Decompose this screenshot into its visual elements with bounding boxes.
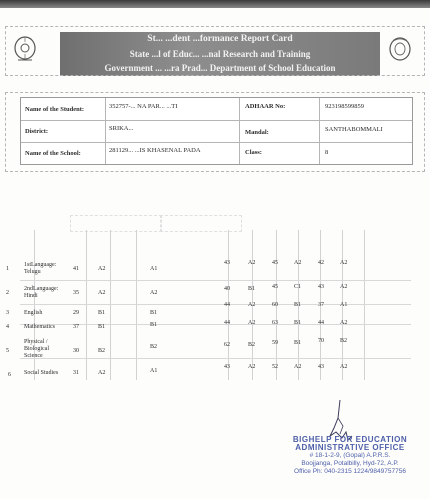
grade-cell: A2 xyxy=(98,290,106,296)
marks-cell: 42 xyxy=(318,260,324,266)
row-number: 6 xyxy=(8,372,11,378)
scan-edge xyxy=(0,0,430,8)
grade-cell: B1 xyxy=(98,324,106,330)
marks-cell: 40 xyxy=(224,286,230,292)
table-row xyxy=(0,366,391,386)
row-number: 4 xyxy=(6,324,9,330)
marks-cell: 45 xyxy=(272,284,278,290)
grade-cell: B2 xyxy=(340,338,348,344)
district-label: District: xyxy=(25,128,49,135)
grade-cell: B1 xyxy=(150,310,158,316)
grade-cell: A2 xyxy=(294,260,302,266)
subject-name: Physical / Biological Science xyxy=(24,339,49,359)
marks-cell: 43 xyxy=(318,284,324,290)
stamp-office: ADMINISTRATIVE OFFICE xyxy=(295,443,405,452)
grade-cell: A2 xyxy=(248,320,256,326)
grade-cell: A2 xyxy=(98,266,106,272)
header-title: St... ...dent ...formance Report Card xyxy=(147,34,293,44)
marks-cell: 43 xyxy=(224,260,230,266)
grade-cell: A2 xyxy=(340,284,348,290)
info-divider xyxy=(21,120,412,121)
stamp-address: # 18-1-2-9, (Gopal) A.P.R.S. xyxy=(309,452,391,459)
mandal-label: Mandal: xyxy=(245,129,269,136)
district-value: SRIKA... xyxy=(109,125,134,132)
row-number: 2 xyxy=(6,290,9,296)
marks-cell: 60 xyxy=(272,302,278,308)
grade-cell: A1 xyxy=(150,368,158,374)
marks-cell: 35 xyxy=(73,290,79,296)
grade-cell: B1 xyxy=(294,340,302,346)
stamp-org: BIGHELP FOR EDUCATION xyxy=(292,435,408,444)
table-row-line xyxy=(20,304,411,305)
office-stamp xyxy=(280,436,420,476)
info-divider xyxy=(105,98,106,164)
grade-cell: B2 xyxy=(98,348,106,354)
marks-cell: 37 xyxy=(318,302,324,308)
marks-cell: 37 xyxy=(73,324,79,330)
grade-cell: A2 xyxy=(340,260,348,266)
marks-cell: 44 xyxy=(224,320,230,326)
marks-cell: 43 xyxy=(224,364,230,370)
marks-cell: 52 xyxy=(272,364,278,370)
grade-cell: A2 xyxy=(248,302,256,308)
marks-cell: 41 xyxy=(73,266,79,272)
aadhaar-value: 923198599859 xyxy=(325,103,364,110)
class-label: Class: xyxy=(245,149,262,156)
marks-cell: 45 xyxy=(272,260,278,266)
grade-cell: A2 xyxy=(248,364,256,370)
marks-cell: 70 xyxy=(318,338,324,344)
stamp-city: Boojjanga, Potalbilly, Hyd-72, A.P. xyxy=(301,460,399,467)
subject-name: 2ndLanguage: Hindi xyxy=(24,286,59,299)
grade-cell: A2 xyxy=(150,290,158,296)
marks-cell: 62 xyxy=(224,342,230,348)
info-divider xyxy=(239,98,240,164)
subject-name: English xyxy=(24,310,43,316)
info-divider xyxy=(21,142,412,143)
grade-cell: B2 xyxy=(248,342,256,348)
marks-cell: 44 xyxy=(224,302,230,308)
marks-cell: 30 xyxy=(73,348,79,354)
stamp-phone: Office Ph: 040-2315 1224/9849757756 xyxy=(294,468,406,475)
table-row xyxy=(0,320,391,340)
class-value: 8 xyxy=(325,149,329,156)
grade-cell: B1 xyxy=(248,286,256,292)
marks-cell: 43 xyxy=(318,364,324,370)
header-frame xyxy=(5,26,425,76)
row-number: 5 xyxy=(6,348,9,354)
student-name-value: 352757-... NA PAR... ...TI xyxy=(109,103,178,110)
row-number: 1 xyxy=(6,266,9,272)
header-council: State ...l of Educ... ...nal Research and Training xyxy=(129,49,311,59)
grade-cell: A2 xyxy=(98,370,106,376)
row-number: 3 xyxy=(6,310,9,316)
header-department: Government ... ...ra Prad... Department of School Education xyxy=(104,63,336,73)
table-row xyxy=(0,260,391,280)
subject-name: Social Studies xyxy=(24,370,59,376)
subject-name: 1stLanguage: Telugu xyxy=(24,262,57,275)
grade-cell: A1 xyxy=(340,302,348,308)
table-row xyxy=(0,338,391,366)
school-name-value: 281129... ...IS KHASENAL PADA xyxy=(109,147,201,154)
grade-cell: B1 xyxy=(150,322,158,328)
grade-cell: A2 xyxy=(248,260,256,266)
marks-cell: 63 xyxy=(272,320,278,326)
marks-cell: 31 xyxy=(73,370,79,376)
student-info-box xyxy=(20,97,413,165)
subject-name: Mathematics xyxy=(24,324,55,330)
school-name-label: Name of the School: xyxy=(25,150,81,157)
table-row xyxy=(0,284,391,304)
mandal-value: SANTHABOMMALI xyxy=(325,126,383,133)
grade-cell: A2 xyxy=(340,320,348,326)
marks-cell: 29 xyxy=(73,310,79,316)
grade-cell: B1 xyxy=(98,310,106,316)
marks-cell: 59 xyxy=(272,340,278,346)
grade-cell: B1 xyxy=(294,302,302,308)
marks-cell: 44 xyxy=(318,320,324,326)
grade-cell: A2 xyxy=(340,364,348,370)
table-row-line xyxy=(20,280,411,281)
grade-cell: C1 xyxy=(294,284,302,290)
grade-cell: A1 xyxy=(150,266,158,272)
aadhaar-label: ADHAAR No: xyxy=(245,103,286,110)
grade-cell: A2 xyxy=(294,364,302,370)
grade-cell: B1 xyxy=(294,320,302,326)
student-name-label: Name of the Student: xyxy=(25,106,85,113)
info-divider xyxy=(319,98,320,164)
grade-cell: B2 xyxy=(150,344,158,350)
